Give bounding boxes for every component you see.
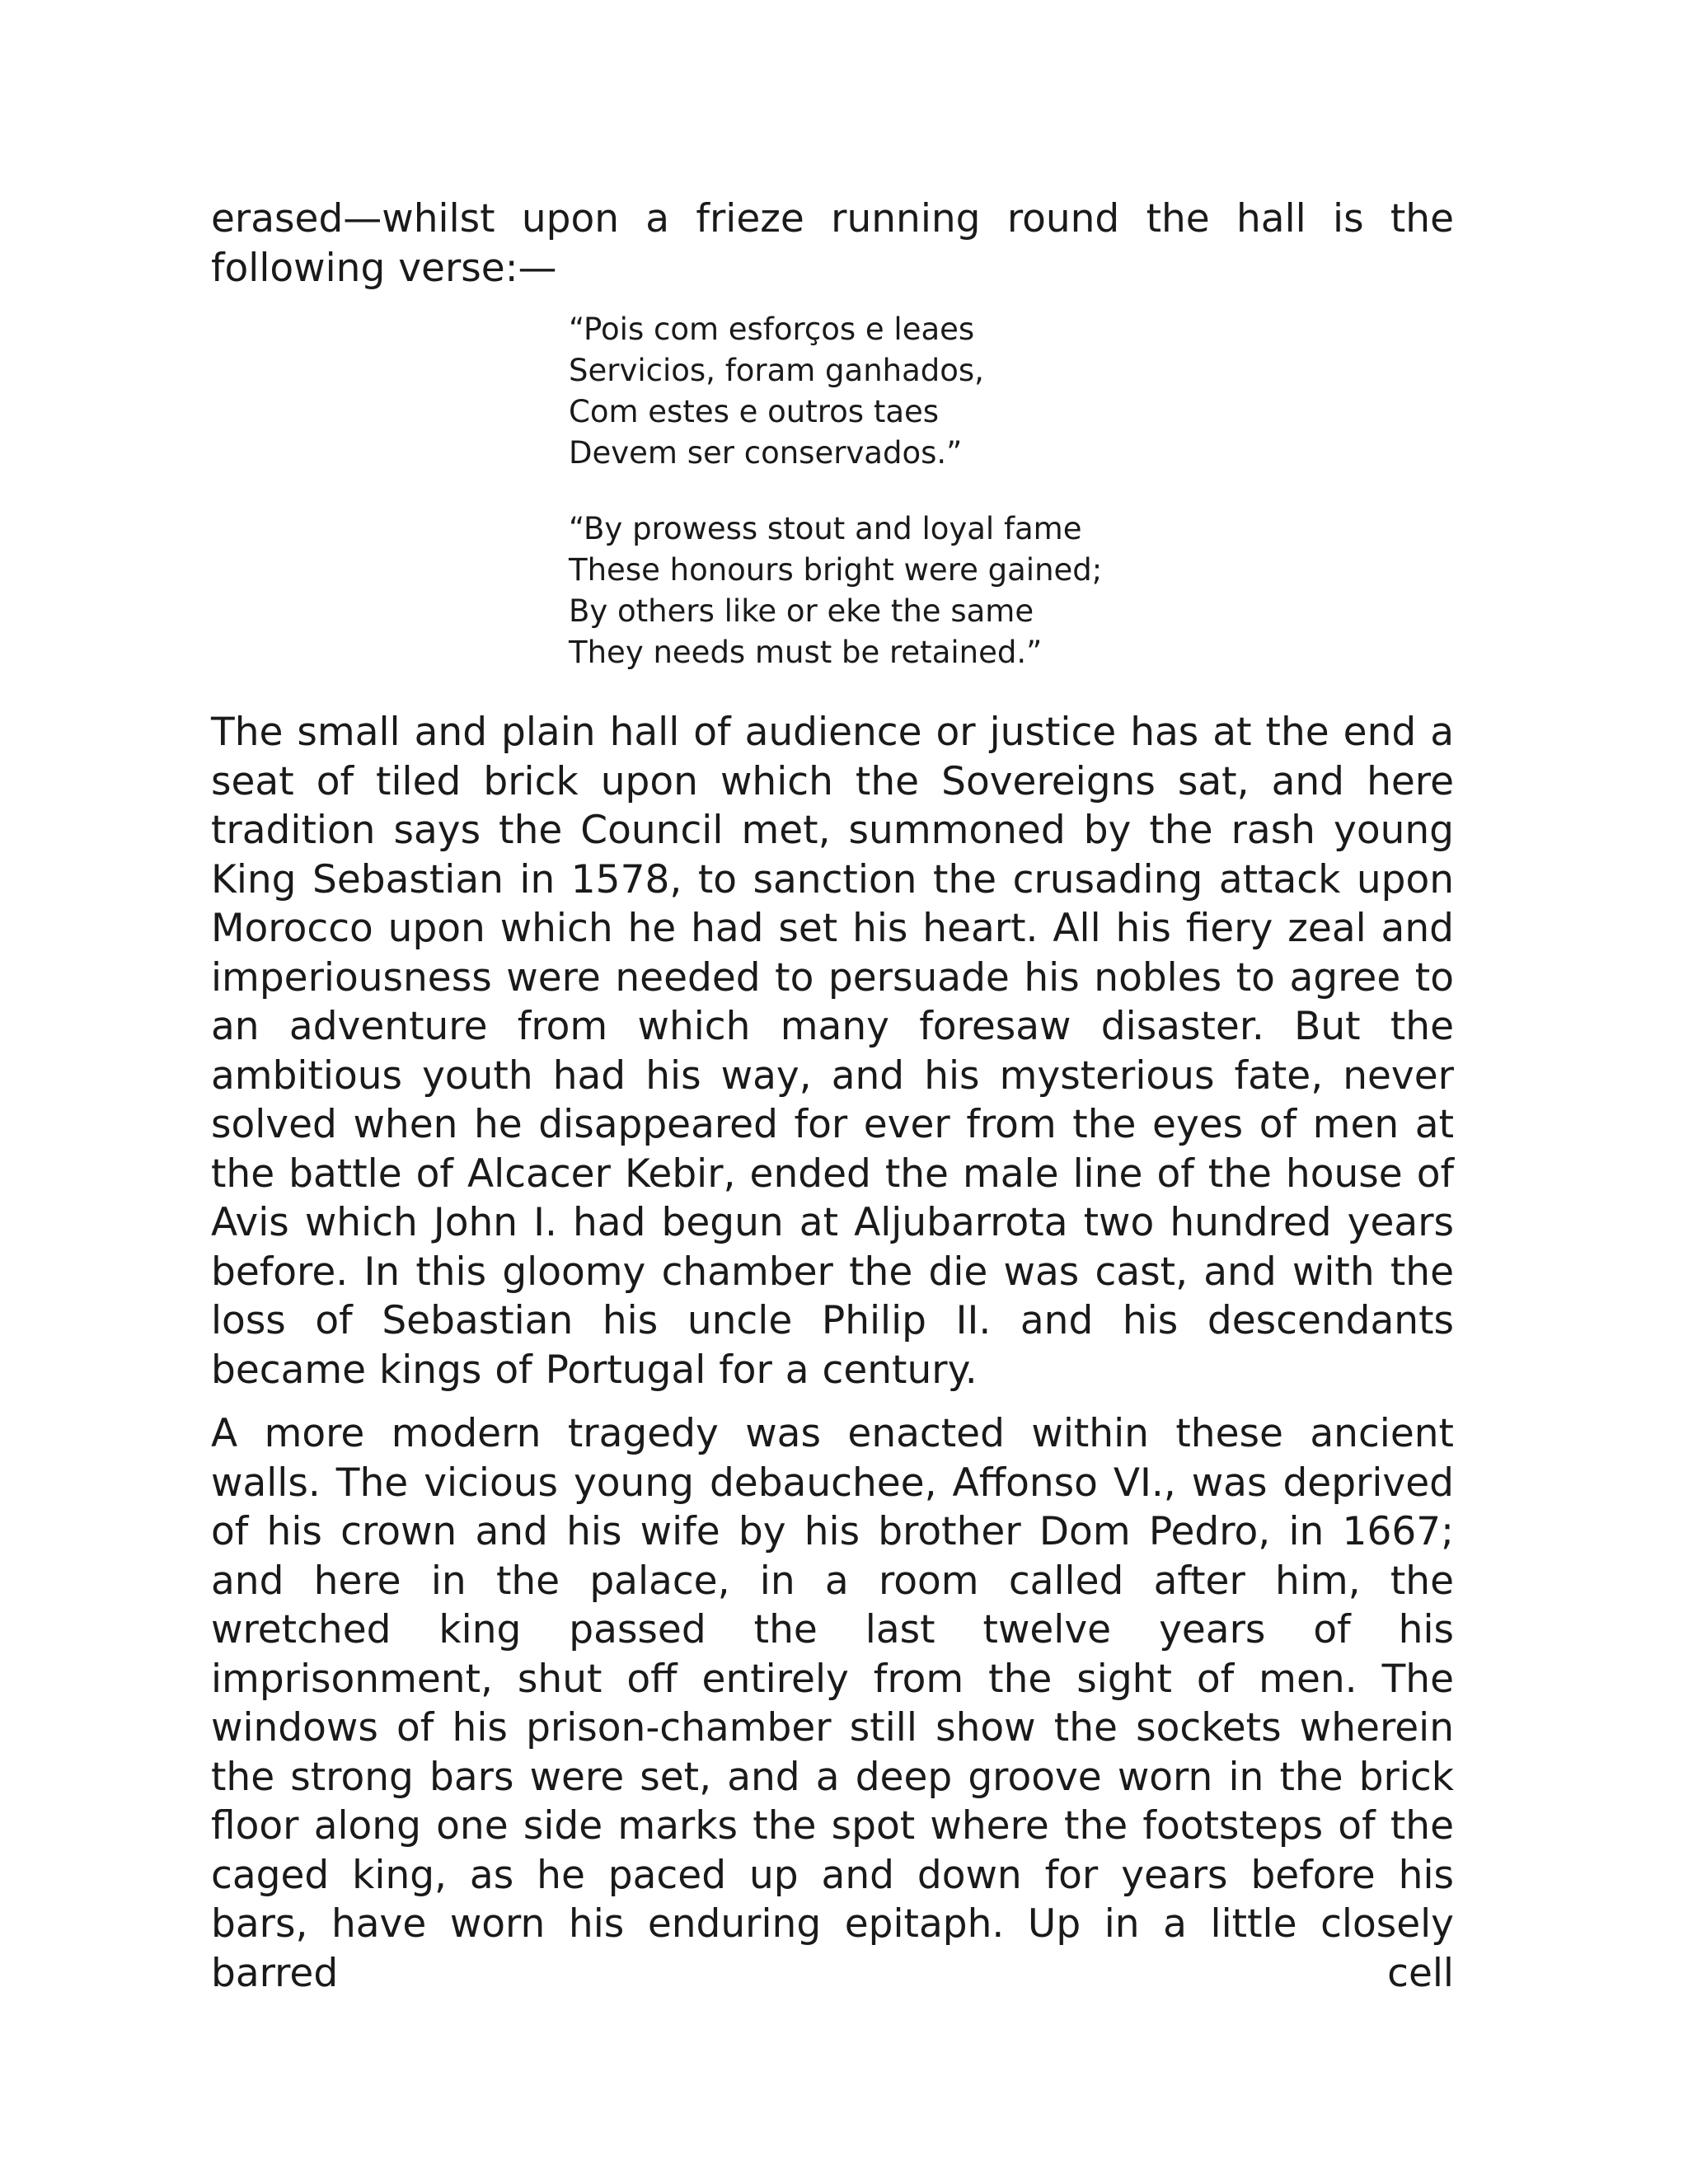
verse-line: These honours bright were gained; [569,552,1103,588]
verse-block [569,309,1454,673]
verse-line: Servicios, foram ganhados, [569,353,984,388]
verse-line: They needs must be retained.” [569,635,1043,670]
paragraph-affonso-vi: A more modern tragedy was enacted within these ancient walls. The vicious young debauchee, Affonso VI., was deprived of his crown and his wife by his brother Dom Pedro, in 1667; and here in the palace, in a room called after him, the wretched king passed the last twelve years of his imprisonment, shut off entirely from the sight of men. The windows of his prison-chamber still show the sockets wherein the strong bars were set, and a deep groove worn in the brick floor along one side marks the spot where the footsteps of the caged king, as he paced up and down for years before his bars, have worn his enduring epitaph. Up in a little closely barred cell [211,1411,1454,1996]
verse-line: “By prowess stout and loyal fame [569,511,1082,546]
verse-stanza-english [569,509,1454,673]
page-body [211,194,1454,1998]
opening-text: erased—whilst upon a frieze running round the hall is the following verse:— [211,196,1454,291]
verse-line: “Pois com esforços e leaes [569,312,975,347]
verse-line: By others like or eke the same [569,593,1034,629]
verse-line: Com estes e outros taes [569,394,940,429]
verse-stanza-portuguese [569,309,1454,474]
paragraph-hall-of-audience: The small and plain hall of audience or justice has at the end a seat of tiled brick upon which the Sovereigns sat, and here tradition says the Council met, summoned by the rash young King Sebastian in 1578, to sanction the crusading attack upon Morocco upon which he had set his heart. All his fiery zeal and imperiousness were needed to persuade his nobles to agree to an adventure from which many foresaw disaster. But the ambitious youth had his way, and his mysterious fate, never solved when he disappeared for ever from the eyes of men at the battle of Alcacer Kebir, ended the male line of the house of Avis which John I. had begun at Aljubarrota two hundred years before. In this gloomy chamber the die was cast, and with the loss of Sebastian his uncle Philip II. and his descendants became kings of Portugal for a century. [211,710,1454,1393]
verse-line: Devem ser conservados.” [569,435,963,471]
